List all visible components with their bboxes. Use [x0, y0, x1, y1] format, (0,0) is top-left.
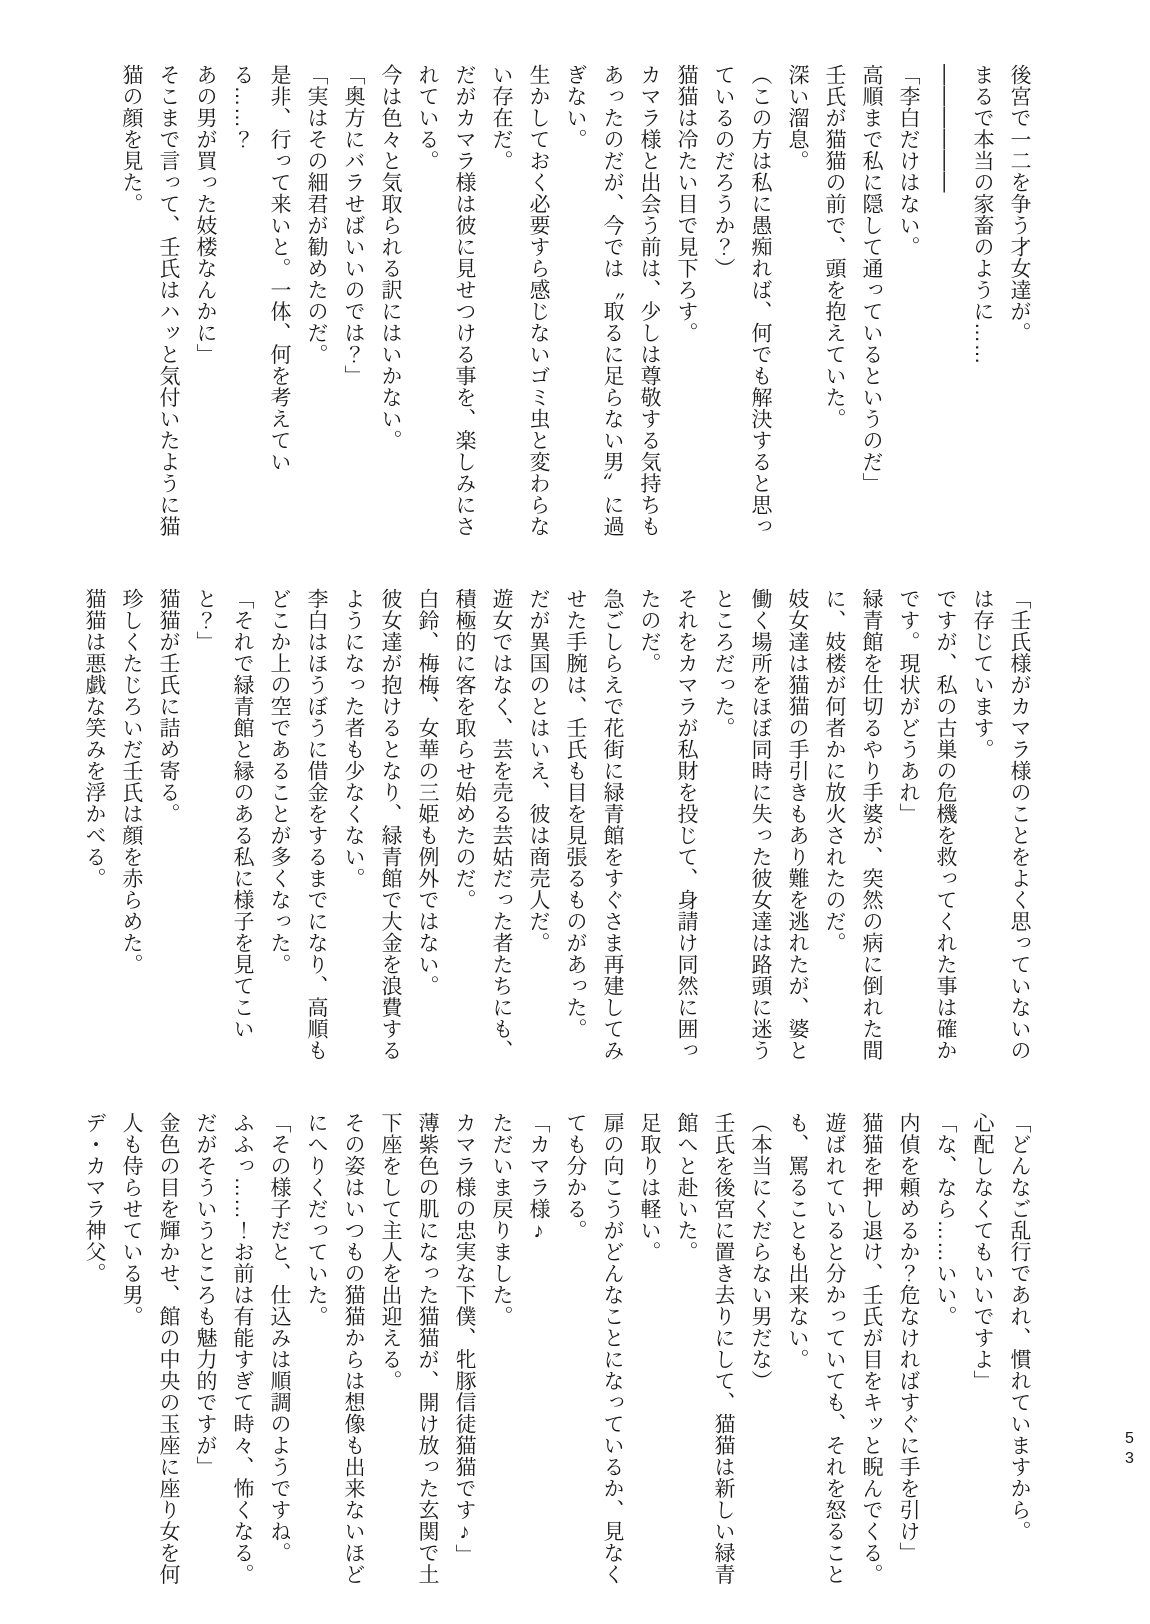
paragraph: 是非、行って来いと。一体、何を考えている……？	[231, 64, 291, 473]
paragraph: 「実はその細君が勧めたのだ。	[305, 64, 328, 365]
paragraph: 猫猫は冷たい目で見下ろす。	[675, 64, 698, 344]
paragraph: その姿はいつもの猫猫からは想像も出来ないほどにへりくだっていた。	[305, 1112, 365, 1585]
paragraph: （この方は私に愚痴れば、何でも解決すると思っているのだろうか？）	[712, 64, 772, 537]
paragraph: ――――――	[934, 64, 957, 193]
paragraph: 「李白だけはない。	[897, 64, 920, 258]
paragraph: 内偵を頼めるか？危なければすぐに手を引け」	[897, 1112, 920, 1564]
paragraph: 猫猫を押し退け、壬氏が目をキッと睨んでくる。	[860, 1112, 883, 1585]
paragraph: 「壬氏様がカマラ様のことをよく思っていないのは存じています。	[971, 588, 1031, 1061]
paragraph: まるで本当の家畜のように……	[971, 64, 994, 365]
paragraph: 壬氏が猫猫の前で、頭を抱えていた。	[823, 64, 846, 430]
paragraph: 後宮で一二を争う才女達が。	[1008, 64, 1031, 344]
paragraph: 猫猫は悪戯な笑みを浮かべる。	[83, 588, 106, 889]
paragraph: デ・カマラ神父。	[83, 1112, 106, 1284]
paragraph: （本当にくだらない男だな）	[749, 1112, 772, 1392]
paragraph: カマラ様の忠実な下僕、牝豚信徒猫猫です♪」	[453, 1112, 476, 1566]
paragraph: 彼女達が抱けるとなり、緑青館で大金を浪費するようになった者も少なくない。	[342, 588, 402, 1061]
paragraph: 高順まで私に隠して通っているというのだ」	[860, 64, 883, 494]
paragraph: 遊女ではなく、芸を売る芸姑だった者たちにも、積極的に客を取らせ始めたのだ。	[453, 588, 513, 1061]
text-section-middle	[25, 588, 1038, 1076]
paragraph: 壬氏を後宮に置き去りにして、猫猫は新しい緑青館へと赴いた。	[675, 1112, 735, 1585]
paragraph: ただいま戻りました。	[490, 1112, 513, 1327]
paragraph: 「奥方にバラせばいいのでは？」	[342, 64, 365, 387]
paragraph: ふふっ……！お前は有能すぎて時々、怖くなる。	[231, 1112, 254, 1585]
text-section-bottom	[25, 1112, 1038, 1600]
paragraph: 今は色々と気取られる訳にはいかない。	[379, 64, 402, 451]
paragraph: 「カマラ様♪	[527, 1112, 550, 1243]
paragraph: 薄紫色の肌になった猫猫が、開け放った玄関で土下座をして主人を出迎える。	[379, 1112, 439, 1585]
paragraph: カマラ様と出会う前は、少しは尊敬する気持ちもあったのだが、今では〝取るに足らない男〞に過ぎない。	[564, 64, 661, 537]
paragraph: ですが、私の古巣の危機を救ってくれた事は確かです。現状がどうあれ」	[897, 588, 957, 1061]
paragraph: 深い溜息。	[786, 64, 809, 172]
paragraph: 李白はほうぼうに借金をするまでになり、高順もどこか上の空であることが多くなった。	[268, 588, 328, 1061]
paragraph: だがそういうところも魅力的ですが」	[194, 1112, 217, 1478]
paragraph: 「その様子だと、仕込みは順調のようですね。	[268, 1112, 291, 1564]
paragraph: それをカマラが私財を投じて、身請け同然に囲ったのだ。	[638, 588, 698, 1061]
paragraph: 「な、なら……いい。	[934, 1112, 957, 1327]
paragraph: だがカマラ様は彼に見せつける事を、楽しみにされている。	[416, 64, 476, 537]
paragraph: だが異国のとはいえ、彼は商売人だ。	[527, 588, 550, 954]
paragraph: 珍しくたじろいだ壬氏は顔を赤らめた。	[120, 588, 143, 975]
paragraph: 心配しなくてもいいですよ」	[971, 1112, 994, 1392]
paragraph: 白鈴、梅梅、女華の三姫も例外ではない。	[416, 588, 439, 997]
paragraph: 猫猫が壬氏に詰め寄る。	[157, 588, 180, 825]
paragraph: そこまで言って、壬氏はハッと気付いたように猫猫の顔を見た。	[120, 64, 180, 537]
paragraph: 妓女達は猫猫の手引きもあり難を逃れたが、婆と働く場所をほぼ同時に失った彼女達は路頭に迷うところだった。	[712, 588, 809, 1061]
text-section-top	[25, 64, 1038, 552]
page-number: 53	[1121, 1430, 1138, 1470]
paragraph: 「それで緑青館と縁のある私に様子を見てこいと？」	[194, 588, 254, 1040]
paragraph: 「どんなご乱行であれ、慣れていますから。	[1008, 1112, 1031, 1542]
paragraph: あの男が買った妓楼なんかに」	[194, 64, 217, 365]
paragraph: 緑青館を仕切るやり手婆が、突然の病に倒れた間に、妓楼が何者かに放火されたのだ。	[823, 588, 883, 1061]
paragraph: 金色の目を輝かせ、館の中央の玉座に座り女を何人も侍らせている男。	[120, 1112, 180, 1585]
paragraph: 遊ばれていると分かっていても、それを怒ることも、罵ることも出来ない。	[786, 1112, 846, 1585]
paragraph: 扉の向こうがどんなことになっているか、見なくても分かる。	[564, 1112, 624, 1585]
paragraph: 急ごしらえで花街に緑青館をすぐさま再建してみせた手腕は、壬氏も目を見張るものがあった。	[564, 588, 624, 1061]
paragraph: 足取りは軽い。	[638, 1112, 661, 1263]
paragraph: 生かしておく必要すら感じないゴミ虫と変わらない存在だ。	[490, 64, 550, 537]
